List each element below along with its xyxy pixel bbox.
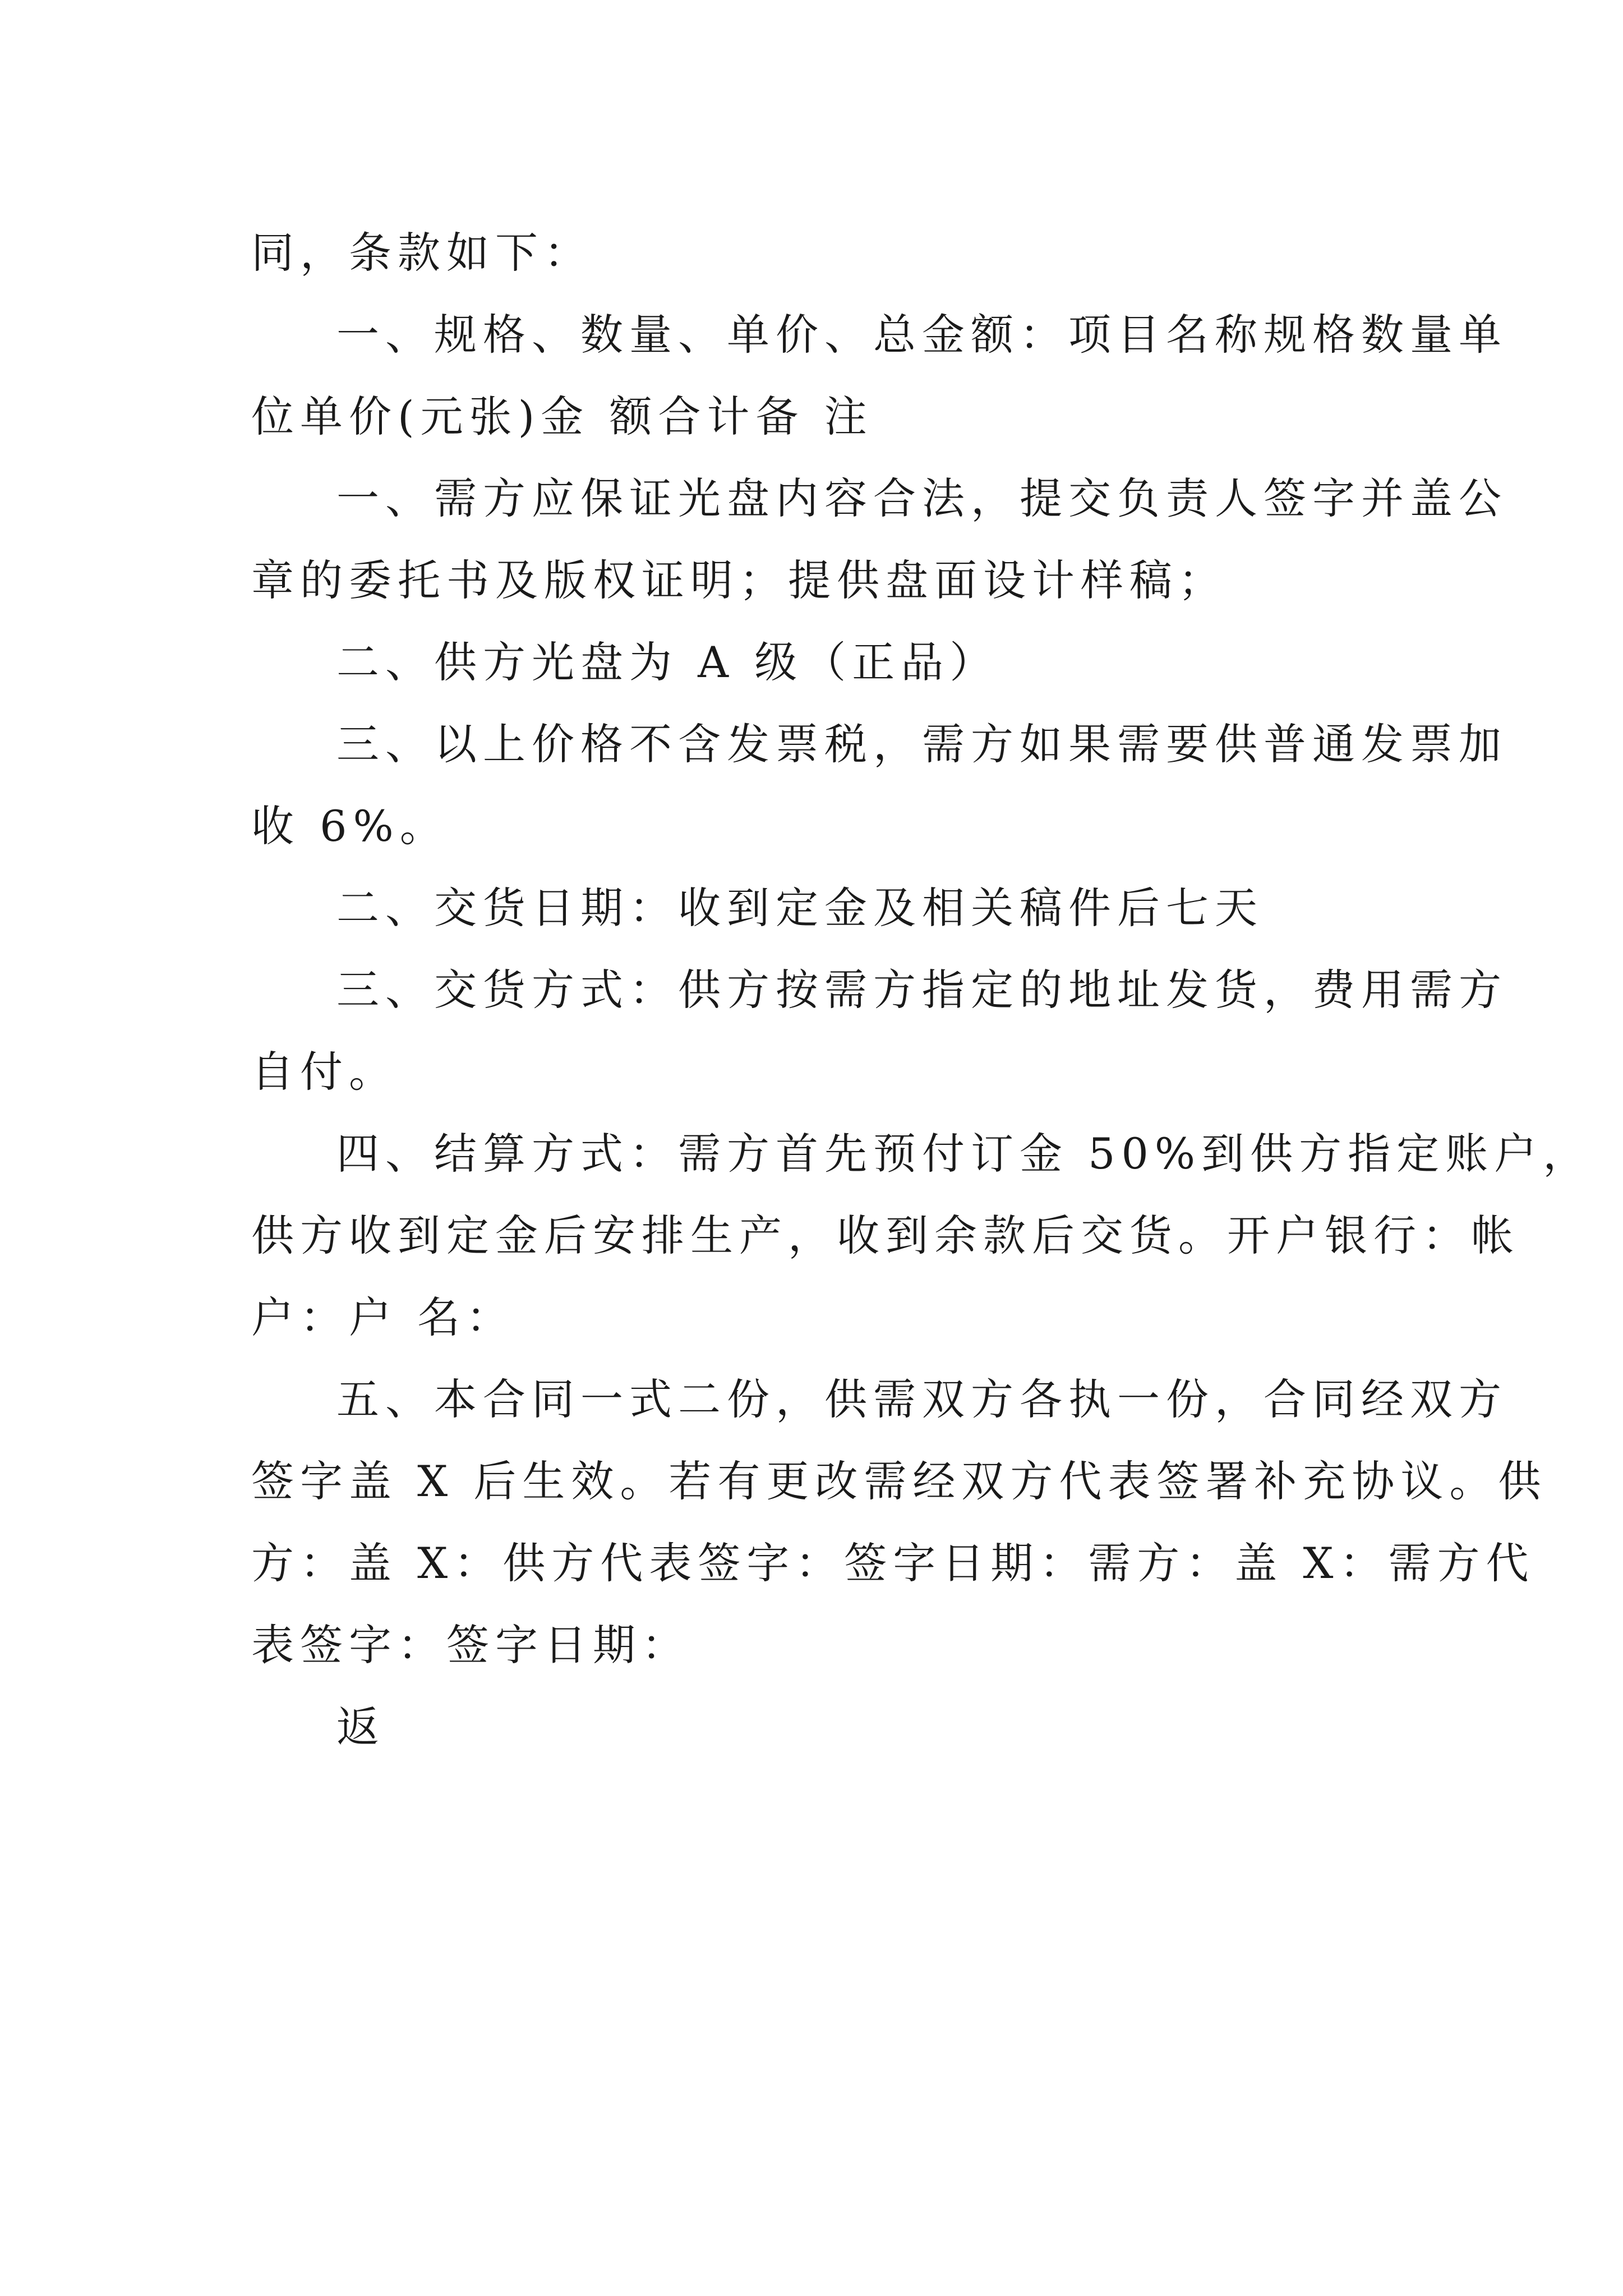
text-line: 三、交货方式：供方按需方指定的地址发货，费用需方 [336, 965, 1507, 1015]
text-line: 位单价(元张)金 额合计备 注 [251, 392, 873, 441]
text-line: 方：盖 X：供方代表签字：签字日期：需方：盖 X：需方代 [251, 1538, 1535, 1588]
text-line: 表签字：签字日期： [251, 1620, 690, 1670]
text-line: 返 [336, 1702, 385, 1752]
text-line: 一、需方应保证光盘内容合法，提交负责人签字并盖公 [336, 473, 1507, 523]
text-line: 供方收到定金后安排生产，收到余款后交货。开户银行：帐 [251, 1211, 1520, 1260]
text-line: 签字盖 X 后生效。若有更改需经双方代表签署补充协议。供 [251, 1456, 1547, 1506]
text-line: 三、以上价格不含发票税，需方如果需要供普通发票加 [336, 719, 1507, 769]
text-line: 章的委托书及版权证明；提供盘面设计样稿； [251, 555, 1227, 605]
text-line: 二、交货日期：收到定金及相关稿件后七天 [336, 883, 1264, 933]
text-line: 五、本合同一式二份，供需双方各执一份，合同经双方 [336, 1374, 1507, 1424]
text-line: 二、供方光盘为 A 级（正品） [336, 637, 999, 687]
text-line: 自付。 [251, 1047, 398, 1097]
text-line: 收 6%。 [251, 801, 449, 851]
text-line: 四、结算方式：需方首先预付订金 50%到供方指定账户， [336, 1129, 1592, 1179]
text-line: 一、规格、数量、单价、总金额：项目名称规格数量单 [336, 310, 1507, 360]
document-body [251, 212, 1592, 1768]
text-line: 户：户 名： [251, 1292, 515, 1342]
text-line: 同，条款如下： [251, 228, 593, 278]
